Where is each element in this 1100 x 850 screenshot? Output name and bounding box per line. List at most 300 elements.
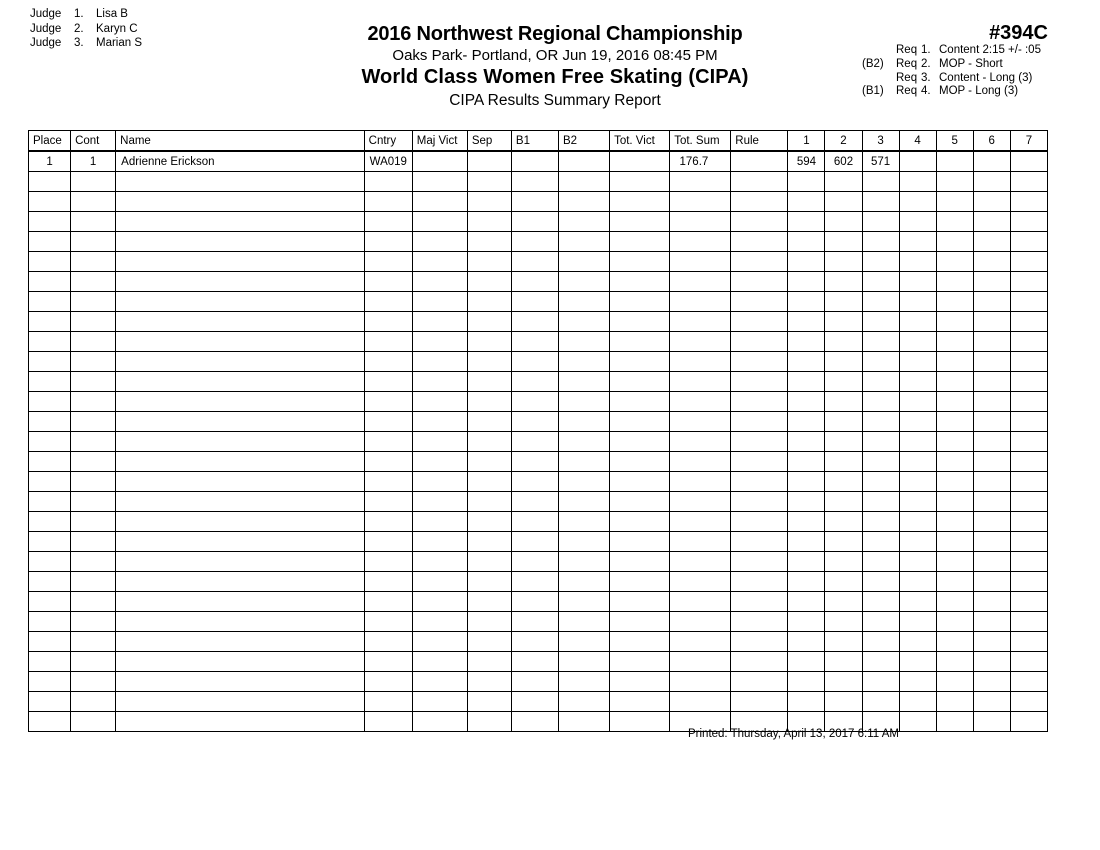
cell-empty-b1: [511, 572, 558, 592]
cell-empty-j2: [825, 572, 862, 592]
cell-empty-cont: [71, 532, 116, 552]
cell-empty-sep: [467, 652, 511, 672]
cell-empty-sep: [467, 712, 511, 732]
cell-empty-place: [29, 692, 71, 712]
cell-empty-cntry: [364, 432, 412, 452]
cell-empty-sep: [467, 592, 511, 612]
cell-empty-j4: [899, 592, 936, 612]
requirements-list: [862, 44, 1041, 99]
requirement-text: Content 2:15 +/- :05: [939, 44, 1041, 56]
cell-empty-j3: [862, 272, 899, 292]
cell-empty-name: [116, 212, 364, 232]
cell-empty-b1: [511, 272, 558, 292]
requirement-entry: [862, 44, 1041, 58]
cell-empty-j2: [825, 452, 862, 472]
column-header-j1: 1: [788, 131, 825, 152]
cell-empty-place: [29, 592, 71, 612]
cell-empty-j6: [973, 352, 1010, 372]
cell-empty-j5: [936, 272, 973, 292]
cell-empty-j2: [825, 312, 862, 332]
cell-empty-tot_vict: [610, 512, 670, 532]
cell-empty-sep: [467, 272, 511, 292]
cell-empty-b1: [511, 692, 558, 712]
cell-empty-rule: [731, 692, 788, 712]
cell-empty-j4: [899, 232, 936, 252]
cell-empty-tot_sum: [670, 412, 731, 432]
cell-empty-j1: [788, 692, 825, 712]
cell-empty-cont: [71, 612, 116, 632]
table-row-empty: [29, 552, 1048, 572]
cell-empty-j5: [936, 392, 973, 412]
cell-empty-b2: [558, 312, 609, 332]
cell-empty-j5: [936, 232, 973, 252]
cell-empty-sep: [467, 452, 511, 472]
judge-name: Marian S: [96, 37, 143, 49]
cell-empty-j5: [936, 692, 973, 712]
cell-empty-j1: [788, 192, 825, 212]
cell-empty-cntry: [364, 652, 412, 672]
cell-empty-tot_sum: [670, 512, 731, 532]
cell-empty-sep: [467, 692, 511, 712]
cell-empty-cont: [71, 412, 116, 432]
cell-empty-j7: [1010, 512, 1047, 532]
cell-empty-j5: [936, 672, 973, 692]
requirement-entry: [862, 85, 1041, 99]
cell-empty-j4: [899, 612, 936, 632]
cell-empty-j3: [862, 612, 899, 632]
cell-empty-maj_vict: [412, 412, 467, 432]
cell-empty-j5: [936, 172, 973, 192]
cell-empty-sep: [467, 532, 511, 552]
cell-empty-name: [116, 652, 364, 672]
cell-empty-j3: [862, 452, 899, 472]
cell-empty-j7: [1010, 172, 1047, 192]
cell-empty-j5: [936, 212, 973, 232]
column-header-tot_vict: Tot. Vict: [610, 131, 670, 152]
cell-empty-j7: [1010, 692, 1047, 712]
cell-empty-maj_vict: [412, 472, 467, 492]
cell-empty-maj_vict: [412, 712, 467, 732]
cell-empty-j2: [825, 232, 862, 252]
cell-empty-rule: [731, 272, 788, 292]
cell-empty-cntry: [364, 172, 412, 192]
cell-empty-j7: [1010, 552, 1047, 572]
cell-empty-place: [29, 412, 71, 432]
cell-empty-cntry: [364, 612, 412, 632]
cell-empty-j1: [788, 472, 825, 492]
cell-empty-j1: [788, 312, 825, 332]
cell-empty-name: [116, 352, 364, 372]
cell-empty-j7: [1010, 592, 1047, 612]
cell-empty-b1: [511, 612, 558, 632]
cell-empty-place: [29, 352, 71, 372]
cell-empty-j2: [825, 272, 862, 292]
venue-datetime: Oaks Park- Portland, OR Jun 19, 2016 08:45 PM: [392, 47, 718, 64]
cell-empty-cntry: [364, 312, 412, 332]
cell-empty-j7: [1010, 252, 1047, 272]
cell-empty-j6: [973, 532, 1010, 552]
cell-empty-cntry: [364, 412, 412, 432]
cell-empty-j6: [973, 572, 1010, 592]
cell-empty-place: [29, 632, 71, 652]
cell-empty-maj_vict: [412, 632, 467, 652]
requirement-entry: [862, 72, 1041, 86]
cell-empty-j7: [1010, 332, 1047, 352]
cell-empty-tot_vict: [610, 452, 670, 472]
cell-empty-j7: [1010, 412, 1047, 432]
cell-empty-j4: [899, 192, 936, 212]
requirement-index: 4.: [921, 85, 931, 98]
cell-empty-j5: [936, 312, 973, 332]
column-header-sep: Sep: [467, 131, 511, 152]
event-number: #394C: [989, 22, 1048, 44]
cell-empty-j6: [973, 372, 1010, 392]
cell-empty-name: [116, 172, 364, 192]
cell-empty-place: [29, 432, 71, 452]
cell-empty-b1: [511, 512, 558, 532]
cell-empty-tot_sum: [670, 472, 731, 492]
cell-empty-place: [29, 492, 71, 512]
cell-empty-rule: [731, 332, 788, 352]
cell-empty-maj_vict: [412, 352, 467, 372]
cell-empty-j7: [1010, 272, 1047, 292]
cell-empty-b1: [511, 232, 558, 252]
cell-empty-j4: [899, 652, 936, 672]
cell-empty-place: [29, 372, 71, 392]
cell-empty-j4: [899, 572, 936, 592]
cell-empty-j3: [862, 432, 899, 452]
cell-empty-cont: [71, 472, 116, 492]
cell-empty-j7: [1010, 452, 1047, 472]
cell-empty-j7: [1010, 292, 1047, 312]
cell-empty-sep: [467, 572, 511, 592]
cell-empty-b1: [511, 312, 558, 332]
cell-empty-j6: [973, 592, 1010, 612]
table-row-empty: [29, 572, 1048, 592]
cell-empty-j4: [899, 172, 936, 192]
cell-empty-b1: [511, 432, 558, 452]
table-row-empty: [29, 492, 1048, 512]
cell-empty-sep: [467, 492, 511, 512]
cell-empty-j2: [825, 212, 862, 232]
cell-empty-j5: [936, 452, 973, 472]
cell-empty-j7: [1010, 392, 1047, 412]
cell-empty-j3: [862, 212, 899, 232]
cell-empty-cont: [71, 632, 116, 652]
requirement-label: Req: [896, 71, 918, 84]
cell-empty-sep: [467, 292, 511, 312]
cell-empty-tot_sum: [670, 212, 731, 232]
requirement-index: 3.: [921, 71, 931, 84]
cell-empty-tot_vict: [610, 372, 670, 392]
cell-empty-j3: [862, 292, 899, 312]
cell-empty-rule: [731, 512, 788, 532]
cell-empty-j3: [862, 392, 899, 412]
cell-empty-j2: [825, 252, 862, 272]
cell-empty-maj_vict: [412, 372, 467, 392]
cell-empty-j7: [1010, 232, 1047, 252]
cell-empty-place: [29, 652, 71, 672]
cell-empty-b2: [558, 352, 609, 372]
cell-empty-tot_vict: [610, 692, 670, 712]
cell-empty-j1: [788, 672, 825, 692]
cell-empty-j7: [1010, 352, 1047, 372]
table-row-empty: [29, 272, 1048, 292]
cell-empty-tot_sum: [670, 392, 731, 412]
cell-empty-place: [29, 292, 71, 312]
cell-empty-rule: [731, 552, 788, 572]
cell-empty-j2: [825, 352, 862, 372]
cell-empty-j2: [825, 292, 862, 312]
cell-empty-name: [116, 412, 364, 432]
cell-empty-name: [116, 612, 364, 632]
cell-empty-j4: [899, 492, 936, 512]
cell-empty-j6: [973, 412, 1010, 432]
cell-empty-maj_vict: [412, 532, 467, 552]
cell-empty-cntry: [364, 692, 412, 712]
cell-empty-tot_vict: [610, 252, 670, 272]
cell-empty-cntry: [364, 672, 412, 692]
cell-empty-b2: [558, 652, 609, 672]
cell-empty-j3: [862, 692, 899, 712]
requirement-flag: (B1): [862, 85, 884, 98]
cell-empty-b2: [558, 492, 609, 512]
cell-empty-j6: [973, 312, 1010, 332]
cell-empty-tot_vict: [610, 332, 670, 352]
cell-empty-j2: [825, 632, 862, 652]
judge-label: Judge: [30, 22, 62, 35]
class-title: World Class Women Free Skating (CIPA): [361, 66, 749, 88]
cell-empty-j1: [788, 632, 825, 652]
cell-empty-rule: [731, 492, 788, 512]
cell-empty-b2: [558, 552, 609, 572]
cell-empty-cntry: [364, 372, 412, 392]
event-title: 2016 Northwest Regional Championship: [367, 23, 743, 45]
cell-empty-j7: [1010, 372, 1047, 392]
cell-empty-b1: [511, 712, 558, 732]
table-row-empty: [29, 332, 1048, 352]
cell-empty-j2: [825, 692, 862, 712]
cell-empty-rule: [731, 172, 788, 192]
requirement-label: Req: [896, 57, 918, 70]
cell-empty-cntry: [364, 272, 412, 292]
cell-j7: [1010, 151, 1047, 172]
cell-empty-j3: [862, 252, 899, 272]
cell-empty-b2: [558, 252, 609, 272]
cell-empty-j7: [1010, 652, 1047, 672]
cell-empty-maj_vict: [412, 392, 467, 412]
cell-empty-j6: [973, 452, 1010, 472]
cell-empty-b1: [511, 212, 558, 232]
cell-sep: [467, 151, 511, 172]
cell-empty-j4: [899, 672, 936, 692]
cell-empty-j1: [788, 352, 825, 372]
cell-empty-b1: [511, 372, 558, 392]
cell-empty-j2: [825, 472, 862, 492]
judge-number: 2.: [74, 22, 84, 35]
cell-empty-tot_sum: [670, 632, 731, 652]
cell-empty-j1: [788, 232, 825, 252]
cell-empty-tot_vict: [610, 232, 670, 252]
cell-empty-tot_vict: [610, 532, 670, 552]
table-row-empty: [29, 672, 1048, 692]
cell-empty-j2: [825, 192, 862, 212]
cell-empty-cont: [71, 552, 116, 572]
cell-empty-b2: [558, 432, 609, 452]
cell-empty-b1: [511, 452, 558, 472]
cell-empty-rule: [731, 292, 788, 312]
cell-empty-name: [116, 492, 364, 512]
cell-empty-j6: [973, 232, 1010, 252]
cell-empty-maj_vict: [412, 172, 467, 192]
cell-b1: [511, 151, 558, 172]
cell-empty-cntry: [364, 552, 412, 572]
cell-empty-j1: [788, 252, 825, 272]
cell-empty-b2: [558, 532, 609, 552]
cell-empty-name: [116, 372, 364, 392]
cell-empty-j1: [788, 612, 825, 632]
cell-empty-rule: [731, 312, 788, 332]
cell-empty-j5: [936, 712, 973, 732]
cell-empty-sep: [467, 372, 511, 392]
cell-empty-rule: [731, 572, 788, 592]
cell-empty-j1: [788, 412, 825, 432]
cell-empty-b2: [558, 212, 609, 232]
cell-empty-rule: [731, 412, 788, 432]
cell-empty-place: [29, 672, 71, 692]
cell-empty-j5: [936, 592, 973, 612]
column-header-rule: Rule: [731, 131, 788, 152]
cell-empty-j5: [936, 612, 973, 632]
cell-empty-j1: [788, 272, 825, 292]
cell-empty-name: [116, 452, 364, 472]
cell-empty-sep: [467, 252, 511, 272]
cell-empty-j6: [973, 472, 1010, 492]
cell-j2: 602: [825, 151, 862, 172]
cell-empty-b2: [558, 192, 609, 212]
cell-empty-sep: [467, 432, 511, 452]
cell-empty-cont: [71, 172, 116, 192]
cell-empty-rule: [731, 612, 788, 632]
cell-empty-sep: [467, 472, 511, 492]
cell-empty-j1: [788, 452, 825, 472]
cell-empty-j7: [1010, 712, 1047, 732]
cell-empty-j7: [1010, 672, 1047, 692]
cell-empty-cont: [71, 192, 116, 212]
cell-empty-tot_sum: [670, 232, 731, 252]
cell-empty-j3: [862, 652, 899, 672]
cell-empty-place: [29, 712, 71, 732]
cell-empty-place: [29, 612, 71, 632]
cell-empty-j2: [825, 332, 862, 352]
table-row-empty: [29, 372, 1048, 392]
cell-empty-maj_vict: [412, 192, 467, 212]
cell-empty-j7: [1010, 572, 1047, 592]
cell-empty-rule: [731, 192, 788, 212]
cell-empty-cont: [71, 572, 116, 592]
cell-empty-cont: [71, 252, 116, 272]
cell-empty-j1: [788, 372, 825, 392]
printed-timestamp: Printed: Thursday, April 13, 2017 6:11 AM: [688, 728, 899, 740]
cell-empty-tot_sum: [670, 332, 731, 352]
cell-empty-name: [116, 332, 364, 352]
requirement-text: MOP - Long (3): [939, 85, 1019, 98]
column-header-cntry: Cntry: [364, 131, 412, 152]
cell-empty-j1: [788, 492, 825, 512]
cell-empty-b2: [558, 632, 609, 652]
cell-empty-j3: [862, 492, 899, 512]
cell-empty-j2: [825, 412, 862, 432]
cell-empty-b2: [558, 612, 609, 632]
cell-empty-j7: [1010, 432, 1047, 452]
judge-name: Karyn C: [96, 22, 138, 35]
requirement-label: Req: [896, 44, 918, 56]
cell-empty-rule: [731, 232, 788, 252]
cell-maj_vict: [412, 151, 467, 172]
column-header-place: Place: [29, 131, 71, 152]
cell-empty-b1: [511, 392, 558, 412]
cell-empty-j5: [936, 292, 973, 312]
cell-empty-b2: [558, 712, 609, 732]
cell-empty-j4: [899, 392, 936, 412]
table-row-empty: [29, 532, 1048, 552]
cell-empty-sep: [467, 632, 511, 652]
cell-empty-j1: [788, 512, 825, 532]
table-row-empty: [29, 192, 1048, 212]
cell-empty-name: [116, 472, 364, 492]
cell-empty-tot_vict: [610, 212, 670, 232]
cell-empty-j7: [1010, 612, 1047, 632]
cell-empty-place: [29, 212, 71, 232]
cell-empty-cont: [71, 432, 116, 452]
cell-empty-j5: [936, 412, 973, 432]
requirement-label: Req: [896, 85, 918, 98]
cell-empty-tot_sum: [670, 652, 731, 672]
cell-empty-j5: [936, 352, 973, 372]
cell-empty-sep: [467, 332, 511, 352]
cell-empty-cont: [71, 312, 116, 332]
cell-empty-b2: [558, 372, 609, 392]
table-row-empty: [29, 612, 1048, 632]
cell-empty-j6: [973, 612, 1010, 632]
cell-empty-j2: [825, 492, 862, 512]
cell-empty-cont: [71, 452, 116, 472]
column-header-name: Name: [116, 131, 364, 152]
cell-empty-place: [29, 312, 71, 332]
table-body: [29, 151, 1048, 732]
cell-empty-j5: [936, 532, 973, 552]
cell-empty-j2: [825, 532, 862, 552]
judge-number: 1.: [74, 8, 84, 20]
cell-empty-cont: [71, 512, 116, 532]
cell-empty-b2: [558, 332, 609, 352]
cell-empty-place: [29, 392, 71, 412]
cell-empty-cntry: [364, 392, 412, 412]
cell-empty-rule: [731, 352, 788, 372]
cell-empty-j2: [825, 672, 862, 692]
cell-tot_vict: [610, 151, 670, 172]
cell-empty-b2: [558, 672, 609, 692]
cell-empty-j5: [936, 652, 973, 672]
cell-empty-place: [29, 552, 71, 572]
cell-empty-tot_vict: [610, 172, 670, 192]
cell-empty-cntry: [364, 592, 412, 612]
cell-empty-j2: [825, 612, 862, 632]
cell-empty-j6: [973, 172, 1010, 192]
table-row-empty: [29, 292, 1048, 312]
cell-empty-tot_sum: [670, 552, 731, 572]
cell-empty-j2: [825, 372, 862, 392]
